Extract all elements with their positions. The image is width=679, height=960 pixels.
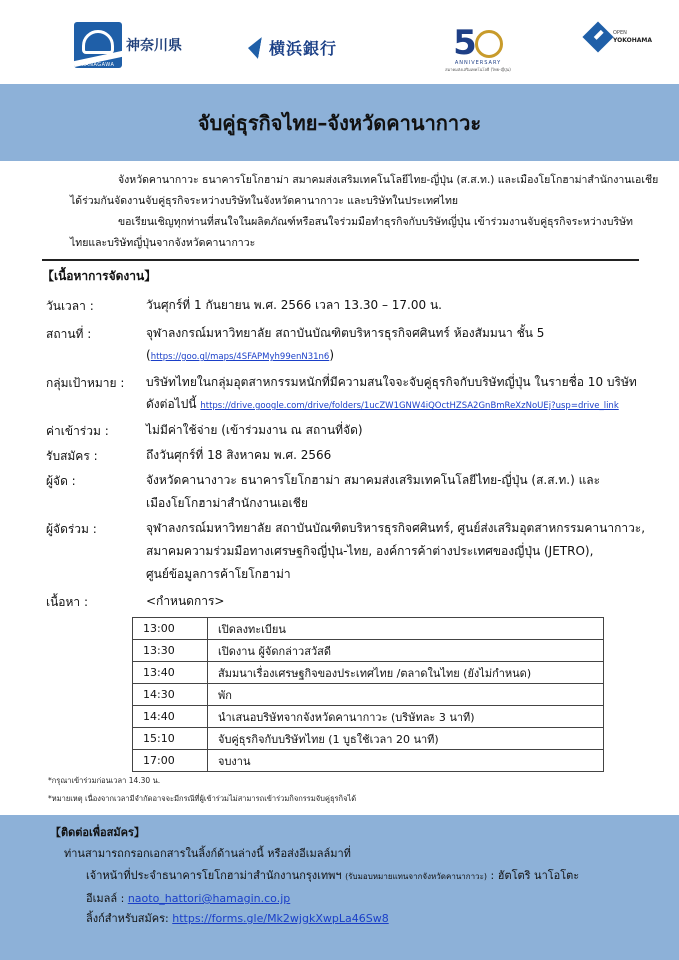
target-value-2: ดังต่อไปนี้	[146, 397, 197, 411]
schedule-time: 14:40	[133, 706, 208, 728]
contact-band	[0, 815, 679, 960]
venue-label: สถานที่ :	[46, 327, 92, 341]
target-label: กลุ่มเป้าหมาย :	[46, 376, 125, 390]
hamagin-logo	[245, 36, 337, 59]
date-value: วันศุกร์ที่ 1 กันยายน พ.ศ. 2566 เวลา 13.30 – 17.00 น.	[146, 298, 442, 312]
table-row	[133, 684, 604, 706]
table-row	[133, 640, 604, 662]
contact-person-name: : ฮัตโตริ นาโอโตะ	[490, 869, 580, 882]
intro-line-2: ได้ร่วมกันจัดงานจับคู่ธุรกิจระหว่างบริษัทในจังหวัดคานากาวะ และบริษัทในประเทศไทย	[70, 195, 459, 207]
email-link[interactable]: naoto_hattori@hamagin.co.jp	[127, 892, 291, 905]
target-link-row	[146, 393, 646, 418]
section-heading: 【เนื้อหาการจัดงาน】	[42, 259, 639, 286]
kanagawa-emblem-icon	[74, 22, 122, 68]
anniversary-logo	[442, 18, 514, 80]
open-yokohama-top: OPEN	[613, 30, 627, 36]
schedule-time: 13:30	[133, 640, 208, 662]
organizer-value-2: เมืองโยโกฮาม่าสำนักงานเอเชีย	[146, 496, 308, 510]
open-yokohama-logo	[587, 26, 652, 48]
anniversary-label: ANNIVERSARY	[454, 59, 502, 66]
table-row	[133, 706, 604, 728]
contact-line-1: ท่านสามารถกรอกเอกสารในลิ้งก์ด้านล่างนี้ หรือส่งอีเมลล์มาที่	[64, 847, 351, 860]
apply-label: รับสมัคร :	[46, 449, 98, 463]
contact-line-2	[86, 868, 579, 884]
venue-link-close: )	[329, 348, 334, 362]
contact-email-row	[86, 891, 290, 906]
organizer-value: จังหวัดคานางาวะ ธนาคารโยโกฮาม่า สมาคมส่งเสริมเทคโนโลยีไทย-ญี่ปุ่น (ส.ส.ท.) และ	[146, 473, 601, 487]
table-row	[133, 662, 604, 684]
contact-form-row	[86, 911, 389, 926]
contact-person-note: (รับมอบหมายแทนจากจังหวัดคานากาวะ)	[345, 872, 488, 881]
contact-person-org: เจ้าหน้าที่ประจำธนาคารโยโกฮาม่าสำนักงานกรุงเทพฯ	[86, 869, 342, 882]
table-row	[133, 728, 604, 750]
registration-form-link[interactable]: https://forms.gle/Mk2wjgkXwpLa46Sw8	[172, 912, 389, 925]
schedule-item: จบงาน	[208, 750, 604, 772]
table-row	[133, 750, 604, 772]
contact-heading: 【ติดต่อเพื่อสมัคร】	[50, 826, 145, 839]
apply-value: ถึงวันศุกร์ที่ 18 สิงหาคม พ.ศ. 2566	[146, 448, 332, 462]
schedule-item: เปิดลงทะเบียน	[208, 618, 604, 640]
note-1: *กรุณาเข้าร่วมก่อนเวลา 14.30 น.	[48, 776, 161, 785]
content-value: <กำหนดการ>	[146, 594, 225, 608]
schedule-table	[132, 617, 604, 772]
coorganizer-value: จุฬาลงกรณ์มหาวิทยาลัย สถาบันบัณฑิตบริหารธุรกิจศศินทร์, ศูนย์ส่งเสริมอุตสาหกรรมคานากาวะ,	[146, 521, 646, 535]
venue-map-link[interactable]: https://goo.gl/maps/4SFAPMyh99enN31n6	[150, 352, 330, 362]
coorganizer-value-2: สมาคมความร่วมมือทางเศรษฐกิจญี่ปุ่น-ไทย, องค์การค้าต่างประเทศของญี่ปุ่น (JETRO),	[146, 544, 594, 558]
schedule-time: 13:40	[133, 662, 208, 684]
date-label: วันเวลา :	[46, 299, 94, 313]
venue-value: จุฬาลงกรณ์มหาวิทยาลัย สถาบันบัณฑิตบริหารธุรกิจศศินทร์ ห้องสัมมนา ชั้น 5	[146, 326, 545, 340]
hamagin-text: 横浜銀行	[269, 39, 338, 58]
form-label: ลิ้งก์สำหรับสมัคร:	[86, 912, 169, 925]
schedule-time: 13:00	[133, 618, 208, 640]
fee-label: ค่าเข้าร่วม :	[46, 424, 109, 438]
schedule-time: 15:10	[133, 728, 208, 750]
schedule-time: 17:00	[133, 750, 208, 772]
schedule-item: เปิดงาน ผู้จัดกล่าวสวัสดี	[208, 640, 604, 662]
venue-link-row	[146, 344, 646, 369]
schedule-item: พัก	[208, 684, 604, 706]
content-label: เนื้อหา :	[46, 595, 89, 609]
logo-bar	[0, 0, 679, 82]
title-band	[0, 84, 679, 161]
table-row	[133, 618, 604, 640]
kanagawa-text: 神奈川県	[126, 38, 182, 54]
intro-line-3: ขอเรียนเชิญทุกท่านที่สนใจในผลิตภัณฑ์หรือสนใจร่วมมือทำธุรกิจกับบริษัทญี่ปุ่น เข้าร่วมงานจับคู่ธุรกิจระหว่างบริษัท	[118, 216, 633, 228]
fee-value: ไม่มีค่าใช้จ่าย (เข้าร่วมงาน ณ สถานที่จัด)	[146, 423, 363, 437]
anniversary-50-icon: 5	[442, 26, 514, 60]
company-list-link[interactable]: https://drive.google.com/drive/folders/1ucZW1GNW4iQOctHZSA2GnBmReXzNoUEj?usp=drive_link	[200, 401, 619, 411]
intro-line-4: ไทยและบริษัทญี่ปุ่นจากจังหวัดคานากาวะ	[70, 237, 256, 249]
open-yokohama-bottom: YOKOHAMA	[613, 37, 652, 44]
schedule-time: 14:30	[133, 684, 208, 706]
hamagin-mark-icon	[245, 37, 263, 59]
organizer-label: ผู้จัด :	[46, 474, 76, 488]
kanagawa-logo	[74, 22, 182, 68]
venue-link-open: (	[146, 348, 151, 362]
schedule-item: สัมมนาเรื่องเศรษฐกิจของประเทศไทย /ตลาดในไทย (ยังไม่กำหนด)	[208, 662, 604, 684]
coorganizer-value-3: ศูนย์ข้อมูลการค้าโยโกฮาม่า	[146, 567, 291, 581]
schedule-item: จับคู่ธุรกิจกับบริษัทไทย (1 บูธใช้เวลา 20 นาที)	[208, 728, 604, 750]
intro-line-1: จังหวัดคานากาวะ ธนาคารโยโกฮาม่า สมาคมส่งเสริมเทคโนโลยีไทย-ญี่ปุ่น (ส.ส.ท.) และเมืองโยโกฮาม่าสำนักงานเอเชีย	[118, 174, 659, 186]
kanagawa-mark-text: KANAGAWA	[81, 62, 115, 68]
target-value: บริษัทไทยในกลุ่มอุตสาหกรรมหนักที่มีความสนใจจะจับคู่ธุรกิจกับบริษัทญี่ปุ่น ในรายชื่อ 10 บริษัท	[146, 375, 637, 389]
email-label: อีเมลล์ :	[86, 892, 125, 905]
page-title: จับคู่ธุรกิจไทย–จังหวัดคานากาวะ	[197, 110, 482, 135]
note-2: *หมายเหตุ เนื่องจากเวลามีจำกัดอาจจะมีกรณีที่ผู้เข้าร่วมไม่สามารถเข้าร่วมกิจกรรมจับคู่ธุรกิจได้	[48, 794, 357, 803]
anniversary-sub: สมาคมส่งเสริมเทคโนโลยี (ไทย-ญี่ปุ่น)	[445, 66, 511, 72]
schedule-item: นำเสนอบริษัทจากจังหวัดคานากาวะ (บริษัทละ 3 นาที)	[208, 706, 604, 728]
coorganizer-label: ผู้จัดร่วม :	[46, 522, 97, 536]
open-yokohama-mark-icon	[582, 21, 613, 52]
